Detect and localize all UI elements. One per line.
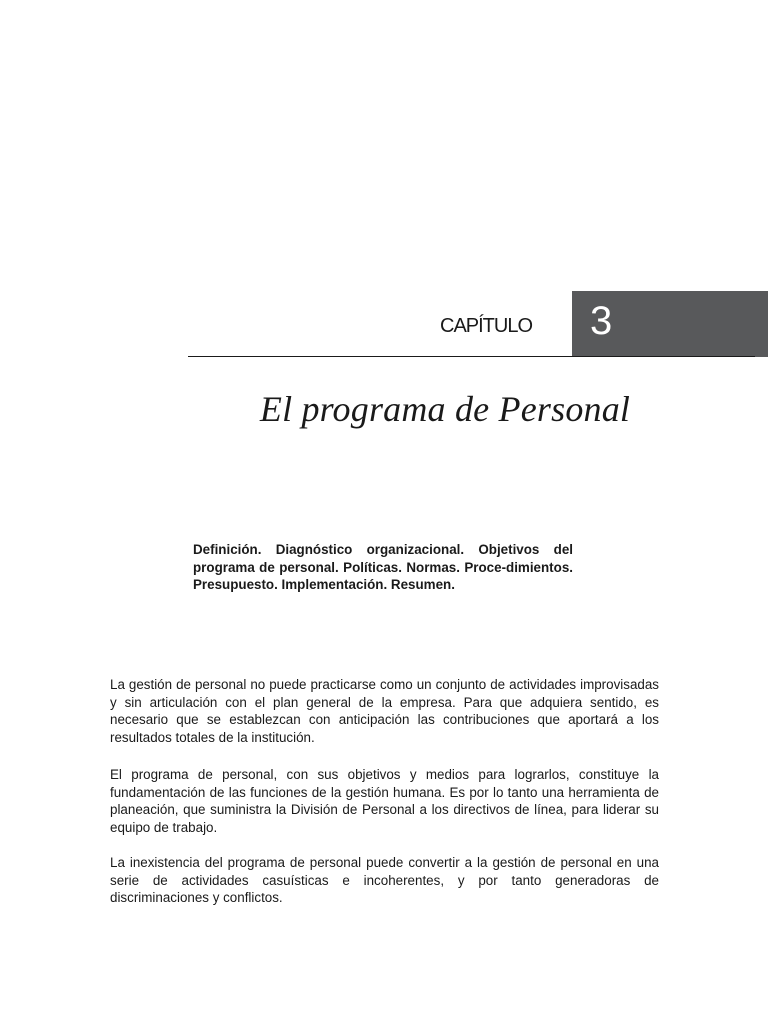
body-paragraph: La gestión de personal no puede practicarse como un conjunto de actividades improvisadas y sin articulación con el plan general de la empresa. Para que adquiera sentido, es necesario que se establezcan con anticipación las contribuciones que aportará a los resultados totales de la institución. [110,677,659,745]
chapter-label: CAPÍTULO [440,315,533,337]
chapter-number-box [572,291,768,357]
body-paragraph: El programa de personal, con sus objetivos y medios para lograrlos, constituye la fundamentación de las funciones de la gestión humana. Es por lo tanto una herramienta de planeación, que suministra la División de Personal a los directivos de línea, para liderar su equipo de trabajo. [110,767,659,835]
chapter-summary: Definición. Diagnóstico organizacional. Objetivos del programa de personal. Políticas. Normas. Proce-dimientos. Presupuesto. Implementación. Resumen. [193,542,573,592]
chapter-number: 3 [590,299,613,343]
body-paragraph: La inexistencia del programa de personal puede convertir a la gestión de personal en una serie de actividades casuísticas e incoherentes, y por tanto generadoras de discriminaciones y conflictos. [110,855,659,905]
chapter-title: El programa de Personal [259,389,631,429]
header-divider [188,356,755,357]
